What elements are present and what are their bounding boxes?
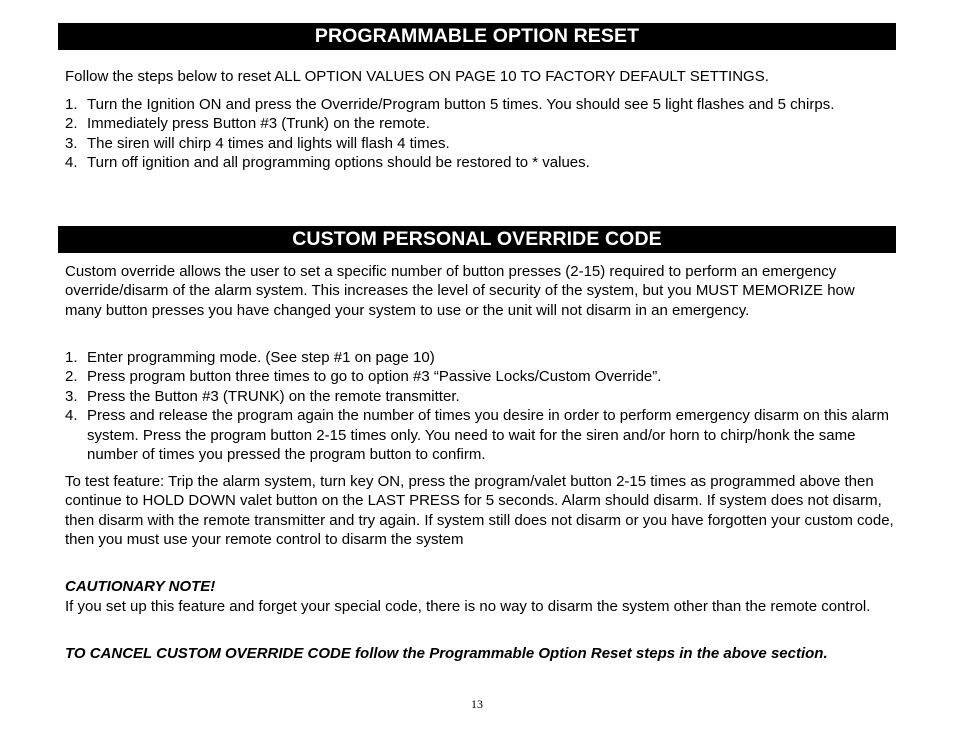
section-header-custom-override <box>58 226 896 253</box>
cancel-note: TO CANCEL CUSTOM OVERRIDE CODE follow the Programmable Option Reset steps in the above section. <box>65 645 828 662</box>
list-item: 3. Press the Button #3 (TRUNK) on the remote transmitter. <box>65 387 460 405</box>
reset-intro: Follow the steps below to reset ALL OPTION VALUES ON PAGE 10 TO FACTORY DEFAULT SETTINGS. <box>65 68 769 85</box>
override-steps-list <box>65 348 895 464</box>
page-number: 13 <box>471 697 483 711</box>
caution-heading: CAUTIONARY NOTE! <box>65 578 216 595</box>
list-item: 2. Immediately press Button #3 (Trunk) on the remote. <box>65 115 430 133</box>
list-item: 1. Enter programming mode. (See step #1 on page 10) <box>65 349 435 366</box>
list-item: 4. Turn off ignition and all programming options should be restored to * values. <box>65 154 590 172</box>
section-header-option-reset <box>58 23 896 50</box>
list-item: 1. Turn the Ignition ON and press the Override/Program button 5 times. You should see 5 light flashes and 5 chirps. <box>65 96 835 113</box>
list-item: 3. The siren will chirp 4 times and lights will flash 4 times. <box>65 134 450 152</box>
test-feature-paragraph: To test feature: Trip the alarm system, turn key ON, press the program/valet button 2-15 times as programmed above then continue to HOLD DOWN valet button on the LAST PRESS for 5 seconds. Alarm should disarm. If system does not disarm, then disarm with the remote transmitter and try again. If system still does not disarm or you have forgotten your custom code, then you must use your remote control to disarm the system <box>65 473 894 549</box>
list-item: 2. Press program button three times to go to option #3 “Passive Locks/Custom Override”. <box>65 368 662 386</box>
reset-steps-list <box>65 95 895 173</box>
list-item: 4. Press and release the program again the number of times you desire in order to perform emergency disarm on this alarm system. Press the program button 2-15 times only. You need to wait for the siren and/or horn to chirp/honk the same number of times you pressed the program button to confirm. <box>65 407 890 464</box>
section-title: PROGRAMMABLE OPTION RESET <box>314 25 640 47</box>
section-title: CUSTOM PERSONAL OVERRIDE CODE <box>292 228 662 250</box>
override-intro: Custom override allows the user to set a specific number of button presses (2-15) required to perform an emergency override/disarm of the alarm system. This increases the level of security of the system, but you MUST MEMORIZE how many button presses you have changed your system to use or the unit will not disarm in an emergency. <box>65 263 855 319</box>
caution-text: If you set up this feature and forget your special code, there is no way to disarm the system other than the remote control. <box>65 598 871 615</box>
